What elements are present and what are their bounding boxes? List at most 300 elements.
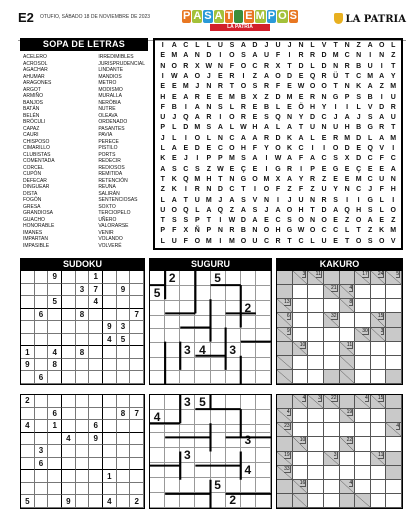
letter-cell[interactable]: F — [379, 155, 384, 163]
letter-cell[interactable]: I — [253, 186, 256, 194]
letter-cell[interactable]: I — [265, 155, 268, 163]
suguru-cell[interactable] — [195, 271, 210, 286]
letter-cell[interactable]: E — [356, 145, 361, 152]
letter-cell[interactable]: P — [194, 217, 200, 225]
sudoku-cell[interactable] — [48, 483, 62, 496]
letter-cell[interactable]: I — [219, 52, 222, 60]
sudoku-cell[interactable] — [21, 284, 35, 297]
answer-cell[interactable] — [324, 423, 340, 437]
letter-cell[interactable]: L — [206, 42, 211, 49]
suguru-cell[interactable] — [256, 286, 271, 301]
answer-cell[interactable] — [371, 299, 387, 313]
suguru-cell[interactable] — [211, 301, 226, 316]
letter-cell[interactable]: U — [194, 196, 200, 204]
letter-cell[interactable]: A — [252, 217, 258, 225]
suguru-cell[interactable] — [150, 358, 165, 371]
sudoku-cell[interactable] — [130, 296, 144, 309]
letter-cell[interactable]: A — [171, 42, 177, 49]
suguru-cell[interactable] — [256, 478, 271, 493]
suguru-cell[interactable]: 3 — [226, 343, 241, 358]
sudoku-cell[interactable] — [89, 359, 103, 372]
letter-cell[interactable]: R — [240, 114, 246, 122]
suguru-cell[interactable] — [256, 463, 271, 478]
letter-cell[interactable]: I — [184, 134, 187, 142]
letter-cell[interactable]: D — [310, 114, 316, 122]
sudoku-cell[interactable]: 1 — [103, 470, 117, 483]
suguru-cell[interactable] — [195, 358, 210, 371]
sudoku-cell[interactable] — [117, 346, 131, 359]
sudoku-cell[interactable] — [62, 420, 76, 433]
suguru-cell[interactable]: 2 — [165, 271, 180, 286]
sudoku-cell[interactable] — [103, 309, 117, 322]
suguru-cell[interactable] — [165, 448, 180, 463]
letter-cell[interactable]: D — [356, 155, 362, 163]
sudoku-cell[interactable] — [62, 284, 76, 297]
sudoku-cell[interactable] — [35, 284, 49, 297]
letter-cell[interactable]: C — [321, 155, 327, 163]
letter-cell[interactable]: R — [206, 114, 212, 122]
letter-cell[interactable]: J — [333, 114, 338, 122]
sudoku-cell[interactable] — [103, 346, 117, 359]
suguru-cell[interactable] — [256, 343, 271, 358]
letter-cell[interactable]: S — [367, 206, 373, 214]
sudoku-cell[interactable] — [76, 408, 90, 421]
sudoku-cell[interactable] — [130, 395, 144, 408]
letter-cell[interactable]: K — [171, 175, 177, 183]
answer-cell[interactable] — [371, 285, 387, 299]
suguru-cell[interactable] — [165, 463, 180, 478]
answer-cell[interactable] — [308, 342, 324, 356]
letter-cell[interactable]: K — [286, 134, 293, 142]
suguru-cell[interactable] — [256, 358, 271, 371]
sudoku-cell[interactable]: 5 — [117, 334, 131, 347]
letter-cell[interactable]: H — [240, 145, 246, 152]
letter-cell[interactable]: L — [356, 103, 361, 111]
sudoku-cell[interactable] — [21, 445, 35, 458]
letter-cell[interactable]: T — [160, 217, 165, 225]
letter-cell[interactable]: E — [321, 165, 327, 173]
suguru-cell[interactable] — [226, 478, 241, 493]
sudoku-cell[interactable]: 9 — [117, 284, 131, 297]
letter-cell[interactable]: J — [172, 114, 177, 122]
sudoku-cell[interactable] — [130, 284, 144, 297]
letter-cell[interactable]: E — [287, 83, 292, 91]
letter-cell[interactable]: C — [298, 145, 304, 152]
letter-cell[interactable]: T — [391, 124, 396, 132]
suguru-cell[interactable] — [226, 358, 241, 371]
letter-cell[interactable]: A — [206, 206, 212, 214]
letter-cell[interactable]: A — [390, 165, 396, 173]
letter-cell[interactable]: Y — [298, 175, 304, 183]
suguru-cell[interactable] — [150, 316, 165, 329]
letter-cell[interactable]: W — [228, 217, 236, 225]
sudoku-cell[interactable] — [89, 321, 103, 334]
sudoku-cell[interactable] — [130, 334, 144, 347]
answer-cell[interactable] — [308, 370, 324, 384]
answer-cell[interactable] — [355, 480, 371, 494]
letter-cell[interactable]: G — [367, 196, 373, 204]
letter-cell[interactable]: F — [275, 52, 281, 60]
sudoku-grid-1[interactable] — [20, 270, 145, 385]
suguru-cell[interactable] — [150, 463, 165, 478]
sudoku-cell[interactable] — [130, 420, 144, 433]
letter-cell[interactable]: H — [344, 124, 350, 132]
suguru-cell[interactable] — [150, 395, 165, 410]
letter-cell[interactable]: D — [356, 134, 362, 142]
sudoku-cell[interactable]: 6 — [35, 309, 49, 322]
sudoku-cell[interactable] — [48, 433, 62, 446]
letter-cell[interactable]: E — [252, 103, 258, 111]
letter-cell[interactable]: R — [310, 175, 316, 183]
suguru-cell[interactable] — [165, 316, 180, 329]
sudoku-cell[interactable]: 2 — [130, 495, 144, 508]
letter-cell[interactable]: E — [206, 93, 212, 101]
letter-cell[interactable]: Z — [344, 217, 350, 225]
answer-cell[interactable] — [293, 356, 309, 370]
letter-cell[interactable]: S — [356, 93, 361, 101]
letter-cell[interactable]: R — [229, 227, 235, 235]
suguru-cell[interactable] — [195, 316, 210, 329]
sudoku-cell[interactable]: 1 — [89, 271, 103, 284]
sudoku-cell[interactable] — [130, 271, 144, 284]
letter-cell[interactable]: O — [309, 83, 316, 91]
suguru-cell[interactable] — [211, 316, 226, 329]
letter-cell[interactable]: W — [170, 72, 178, 80]
letter-cell[interactable]: F — [379, 186, 384, 194]
sudoku-cell[interactable]: 7 — [130, 408, 144, 421]
suguru-cell[interactable] — [165, 286, 180, 301]
letter-cell[interactable]: Y — [390, 72, 396, 80]
answer-cell[interactable] — [355, 285, 371, 299]
letter-cell[interactable]: D — [321, 52, 327, 60]
letter-cell[interactable]: Q — [217, 206, 224, 214]
sudoku-cell[interactable] — [89, 470, 103, 483]
letter-cell[interactable]: I — [265, 165, 268, 173]
suguru-cell[interactable] — [256, 433, 271, 448]
letter-cell[interactable]: L — [195, 42, 200, 49]
sudoku-cell[interactable] — [21, 458, 35, 471]
sudoku-cell[interactable] — [89, 395, 103, 408]
letter-cell[interactable]: A — [183, 93, 189, 101]
letter-cell[interactable]: N — [252, 227, 258, 235]
suguru-cell[interactable] — [211, 395, 226, 410]
sudoku-cell[interactable] — [103, 483, 117, 496]
letter-cell[interactable]: A — [171, 145, 177, 152]
answer-cell[interactable] — [324, 494, 340, 508]
letter-cell[interactable]: L — [379, 196, 384, 204]
answer-cell[interactable] — [355, 356, 371, 370]
letter-cell[interactable]: M — [390, 227, 397, 235]
suguru-cell[interactable] — [195, 493, 210, 508]
letter-cell[interactable]: V — [390, 237, 396, 245]
letter-cell[interactable]: C — [356, 186, 362, 194]
suguru-cell[interactable] — [226, 286, 241, 301]
sudoku-cell[interactable] — [21, 271, 35, 284]
answer-cell[interactable] — [355, 452, 371, 466]
letter-cell[interactable]: E — [252, 165, 258, 173]
sudoku-cell[interactable] — [103, 395, 117, 408]
suguru-cell[interactable] — [165, 371, 180, 384]
letter-cell[interactable]: U — [252, 237, 258, 245]
suguru-cell[interactable] — [150, 425, 165, 433]
letter-cell[interactable]: U — [333, 124, 339, 132]
letter-cell[interactable]: C — [263, 237, 269, 245]
answer-cell[interactable] — [386, 437, 402, 451]
sudoku-cell[interactable] — [103, 433, 117, 446]
letter-cell[interactable]: A — [252, 155, 258, 163]
sudoku-cell[interactable] — [117, 483, 131, 496]
letter-cell[interactable]: R — [263, 83, 269, 91]
letter-cell[interactable]: D — [183, 124, 189, 132]
sudoku-cell[interactable] — [103, 420, 117, 433]
answer-cell[interactable] — [386, 494, 402, 508]
letter-cell[interactable]: S — [241, 52, 246, 60]
letter-cell[interactable]: M — [182, 83, 189, 91]
sudoku-cell[interactable] — [35, 346, 49, 359]
suguru-cell[interactable] — [165, 395, 180, 410]
suguru-cell[interactable] — [180, 329, 195, 342]
letter-cell[interactable]: H — [275, 227, 281, 235]
sudoku-cell[interactable] — [117, 271, 131, 284]
letter-cell[interactable]: H — [252, 124, 258, 132]
sudoku-cell[interactable] — [130, 483, 144, 496]
suguru-cell[interactable] — [165, 433, 180, 448]
answer-cell[interactable] — [386, 356, 402, 370]
answer-cell[interactable] — [371, 494, 387, 508]
letter-cell[interactable]: R — [194, 186, 200, 194]
letter-cell[interactable]: W — [240, 124, 247, 132]
letter-cell[interactable]: A — [252, 52, 258, 60]
answer-cell[interactable] — [355, 466, 371, 480]
letter-cell[interactable]: L — [172, 124, 177, 132]
suguru-cell[interactable] — [226, 395, 241, 410]
sudoku-cell[interactable]: 3 — [35, 445, 49, 458]
letter-cell[interactable]: V — [252, 196, 258, 204]
letter-cell[interactable]: L — [391, 42, 396, 49]
sudoku-cell[interactable] — [35, 470, 49, 483]
letter-cell[interactable]: M — [228, 237, 235, 245]
sudoku-cell[interactable] — [21, 334, 35, 347]
suguru-cell[interactable]: 4 — [241, 463, 256, 478]
letter-cell[interactable]: S — [206, 124, 212, 132]
letter-cell[interactable]: C — [367, 155, 373, 163]
suguru-cell[interactable] — [150, 371, 165, 384]
letter-cell[interactable]: L — [344, 227, 350, 235]
letter-cell[interactable]: I — [219, 237, 222, 245]
letter-cell[interactable]: F — [298, 186, 304, 194]
sudoku-cell[interactable]: 6 — [48, 408, 62, 421]
letter-cell[interactable]: N — [298, 42, 304, 49]
letter-cell[interactable]: N — [206, 83, 212, 91]
sudoku-cell[interactable] — [48, 371, 62, 384]
suguru-cell[interactable] — [150, 433, 165, 448]
sudoku-cell[interactable] — [89, 371, 103, 384]
letter-cell[interactable]: N — [206, 103, 212, 111]
suguru-cell[interactable]: 3 — [241, 433, 256, 448]
sudoku-cell[interactable] — [76, 433, 90, 446]
letter-cell[interactable]: U — [160, 114, 166, 122]
answer-cell[interactable] — [340, 328, 356, 342]
letter-cell[interactable]: N — [217, 227, 223, 235]
letter-cell[interactable]: Z — [264, 93, 269, 101]
sudoku-cell[interactable] — [89, 334, 103, 347]
letter-cell[interactable]: T — [241, 186, 246, 194]
letter-cell[interactable]: A — [286, 175, 293, 183]
letter-cell[interactable]: K — [379, 227, 385, 235]
letter-cell[interactable]: Z — [356, 42, 361, 49]
letter-cell[interactable]: U — [275, 42, 281, 49]
letter-cell[interactable]: C — [298, 237, 304, 245]
letter-cell[interactable]: A — [183, 72, 189, 80]
letter-cell[interactable]: I — [161, 42, 164, 49]
letter-cell[interactable]: R — [344, 62, 350, 70]
suguru-cell[interactable] — [165, 301, 180, 316]
letter-cell[interactable]: R — [217, 83, 223, 91]
letter-cell[interactable]: C — [252, 62, 258, 70]
letter-cell[interactable]: M — [344, 134, 351, 142]
sudoku-cell[interactable] — [103, 445, 117, 458]
letter-cell[interactable]: I — [392, 196, 395, 204]
letter-cell[interactable]: O — [286, 206, 293, 214]
sudoku-cell[interactable] — [89, 346, 103, 359]
letter-cell[interactable]: B — [356, 124, 362, 132]
letter-cell[interactable]: A — [194, 103, 200, 111]
answer-cell[interactable] — [324, 409, 340, 423]
suguru-cell[interactable] — [195, 286, 210, 301]
letter-cell[interactable]: L — [195, 206, 200, 214]
letter-cell[interactable]: A — [171, 196, 177, 204]
suguru-cell[interactable]: 3 — [180, 448, 195, 463]
sudoku-cell[interactable] — [35, 495, 49, 508]
sudoku-cell[interactable] — [62, 483, 76, 496]
letter-cell[interactable]: S — [264, 114, 269, 122]
sudoku-cell[interactable] — [62, 309, 76, 322]
letter-cell[interactable]: L — [310, 134, 315, 142]
letter-cell[interactable]: R — [310, 93, 316, 101]
letter-cell[interactable]: T — [333, 83, 338, 91]
letter-cell[interactable]: O — [355, 217, 362, 225]
letter-cell[interactable]: T — [298, 124, 304, 132]
letter-cell[interactable]: A — [344, 114, 350, 122]
letter-cell[interactable]: N — [344, 186, 350, 194]
letter-cell[interactable]: E — [298, 72, 304, 80]
letter-cell[interactable]: E — [264, 217, 269, 225]
letter-cell[interactable]: E — [171, 83, 177, 91]
suguru-cell[interactable] — [241, 395, 256, 410]
sudoku-cell[interactable]: 1 — [48, 420, 62, 433]
letter-cell[interactable]: Y — [321, 103, 327, 111]
sudoku-cell[interactable]: 5 — [48, 296, 62, 309]
sudoku-cell[interactable] — [76, 483, 90, 496]
letter-cell[interactable]: M — [228, 93, 235, 101]
sudoku-cell[interactable] — [76, 359, 90, 372]
sudoku-cell[interactable] — [62, 321, 76, 334]
sudoku-cell[interactable] — [130, 359, 144, 372]
letter-cell[interactable]: N — [229, 175, 235, 183]
letter-cell[interactable]: U — [263, 52, 269, 60]
sudoku-cell[interactable]: 5 — [21, 495, 35, 508]
letter-cell[interactable]: A — [379, 134, 385, 142]
sudoku-cell[interactable]: 9 — [62, 495, 76, 508]
letter-cell[interactable]: E — [379, 217, 385, 225]
suguru-cell[interactable]: 3 — [180, 395, 195, 410]
letter-cell[interactable]: G — [286, 227, 293, 235]
sudoku-cell[interactable]: 3 — [117, 321, 131, 334]
letter-cell[interactable]: J — [160, 134, 165, 142]
letter-cell[interactable]: T — [391, 62, 396, 70]
suguru-cell[interactable] — [211, 463, 226, 478]
letter-cell[interactable]: U — [171, 237, 177, 245]
letter-cell[interactable]: O — [240, 62, 247, 70]
letter-cell[interactable]: I — [288, 52, 291, 60]
sudoku-cell[interactable] — [117, 359, 131, 372]
letter-cell[interactable]: I — [184, 103, 187, 111]
answer-cell[interactable] — [293, 423, 309, 437]
suguru-cell[interactable] — [195, 410, 210, 425]
letter-cell[interactable]: E — [379, 165, 385, 173]
sudoku-cell[interactable] — [76, 470, 90, 483]
letter-cell[interactable]: I — [346, 196, 349, 204]
letter-cell[interactable]: M — [355, 175, 362, 183]
suguru-cell[interactable] — [211, 286, 226, 301]
letter-cell[interactable]: Ç — [356, 165, 362, 173]
letter-cell[interactable]: R — [390, 103, 396, 111]
suguru-cell[interactable] — [180, 301, 195, 316]
suguru-cell[interactable] — [226, 371, 241, 384]
letter-cell[interactable]: R — [286, 165, 293, 173]
sudoku-cell[interactable] — [35, 433, 49, 446]
letter-cell[interactable]: J — [183, 155, 188, 163]
answer-cell[interactable] — [340, 466, 356, 480]
sudoku-cell[interactable] — [48, 445, 62, 458]
letter-cell[interactable]: U — [298, 196, 304, 204]
letter-cell[interactable]: C — [367, 175, 373, 183]
letter-cell[interactable]: T — [356, 227, 361, 235]
letter-cell[interactable]: L — [310, 237, 315, 245]
suguru-cell[interactable] — [180, 271, 195, 286]
sudoku-cell[interactable] — [35, 359, 49, 372]
answer-cell[interactable] — [355, 423, 371, 437]
sudoku-cell[interactable]: 6 — [35, 371, 49, 384]
letter-cell[interactable]: L — [275, 124, 281, 132]
sudoku-cell[interactable] — [117, 309, 131, 322]
letter-cell[interactable]: S — [252, 83, 258, 91]
letter-cell[interactable]: E — [298, 93, 304, 101]
suguru-cell[interactable] — [165, 358, 180, 371]
suguru-cell[interactable] — [226, 433, 241, 448]
letter-cell[interactable]: C — [183, 42, 189, 49]
suguru-cell[interactable] — [165, 425, 180, 433]
letter-cell[interactable]: X — [275, 175, 281, 183]
letter-cell[interactable]: E — [183, 145, 189, 152]
answer-cell[interactable] — [386, 480, 402, 494]
sudoku-cell[interactable] — [62, 445, 76, 458]
letter-cell[interactable]: N — [379, 52, 385, 60]
suguru-cell[interactable] — [150, 343, 165, 358]
letter-cell[interactable]: D — [252, 42, 258, 49]
letter-cell[interactable]: U — [217, 42, 223, 49]
answer-cell[interactable] — [308, 299, 324, 313]
sudoku-cell[interactable] — [89, 483, 103, 496]
letter-cell[interactable]: S — [333, 155, 338, 163]
letter-cell[interactable]: X — [183, 227, 189, 235]
letter-cell[interactable]: B — [171, 103, 177, 111]
letter-cell[interactable]: J — [218, 196, 223, 204]
letter-cell[interactable]: D — [298, 62, 304, 70]
letter-cell[interactable]: R — [229, 72, 235, 80]
answer-cell[interactable] — [386, 342, 402, 356]
sudoku-cell[interactable] — [62, 359, 76, 372]
